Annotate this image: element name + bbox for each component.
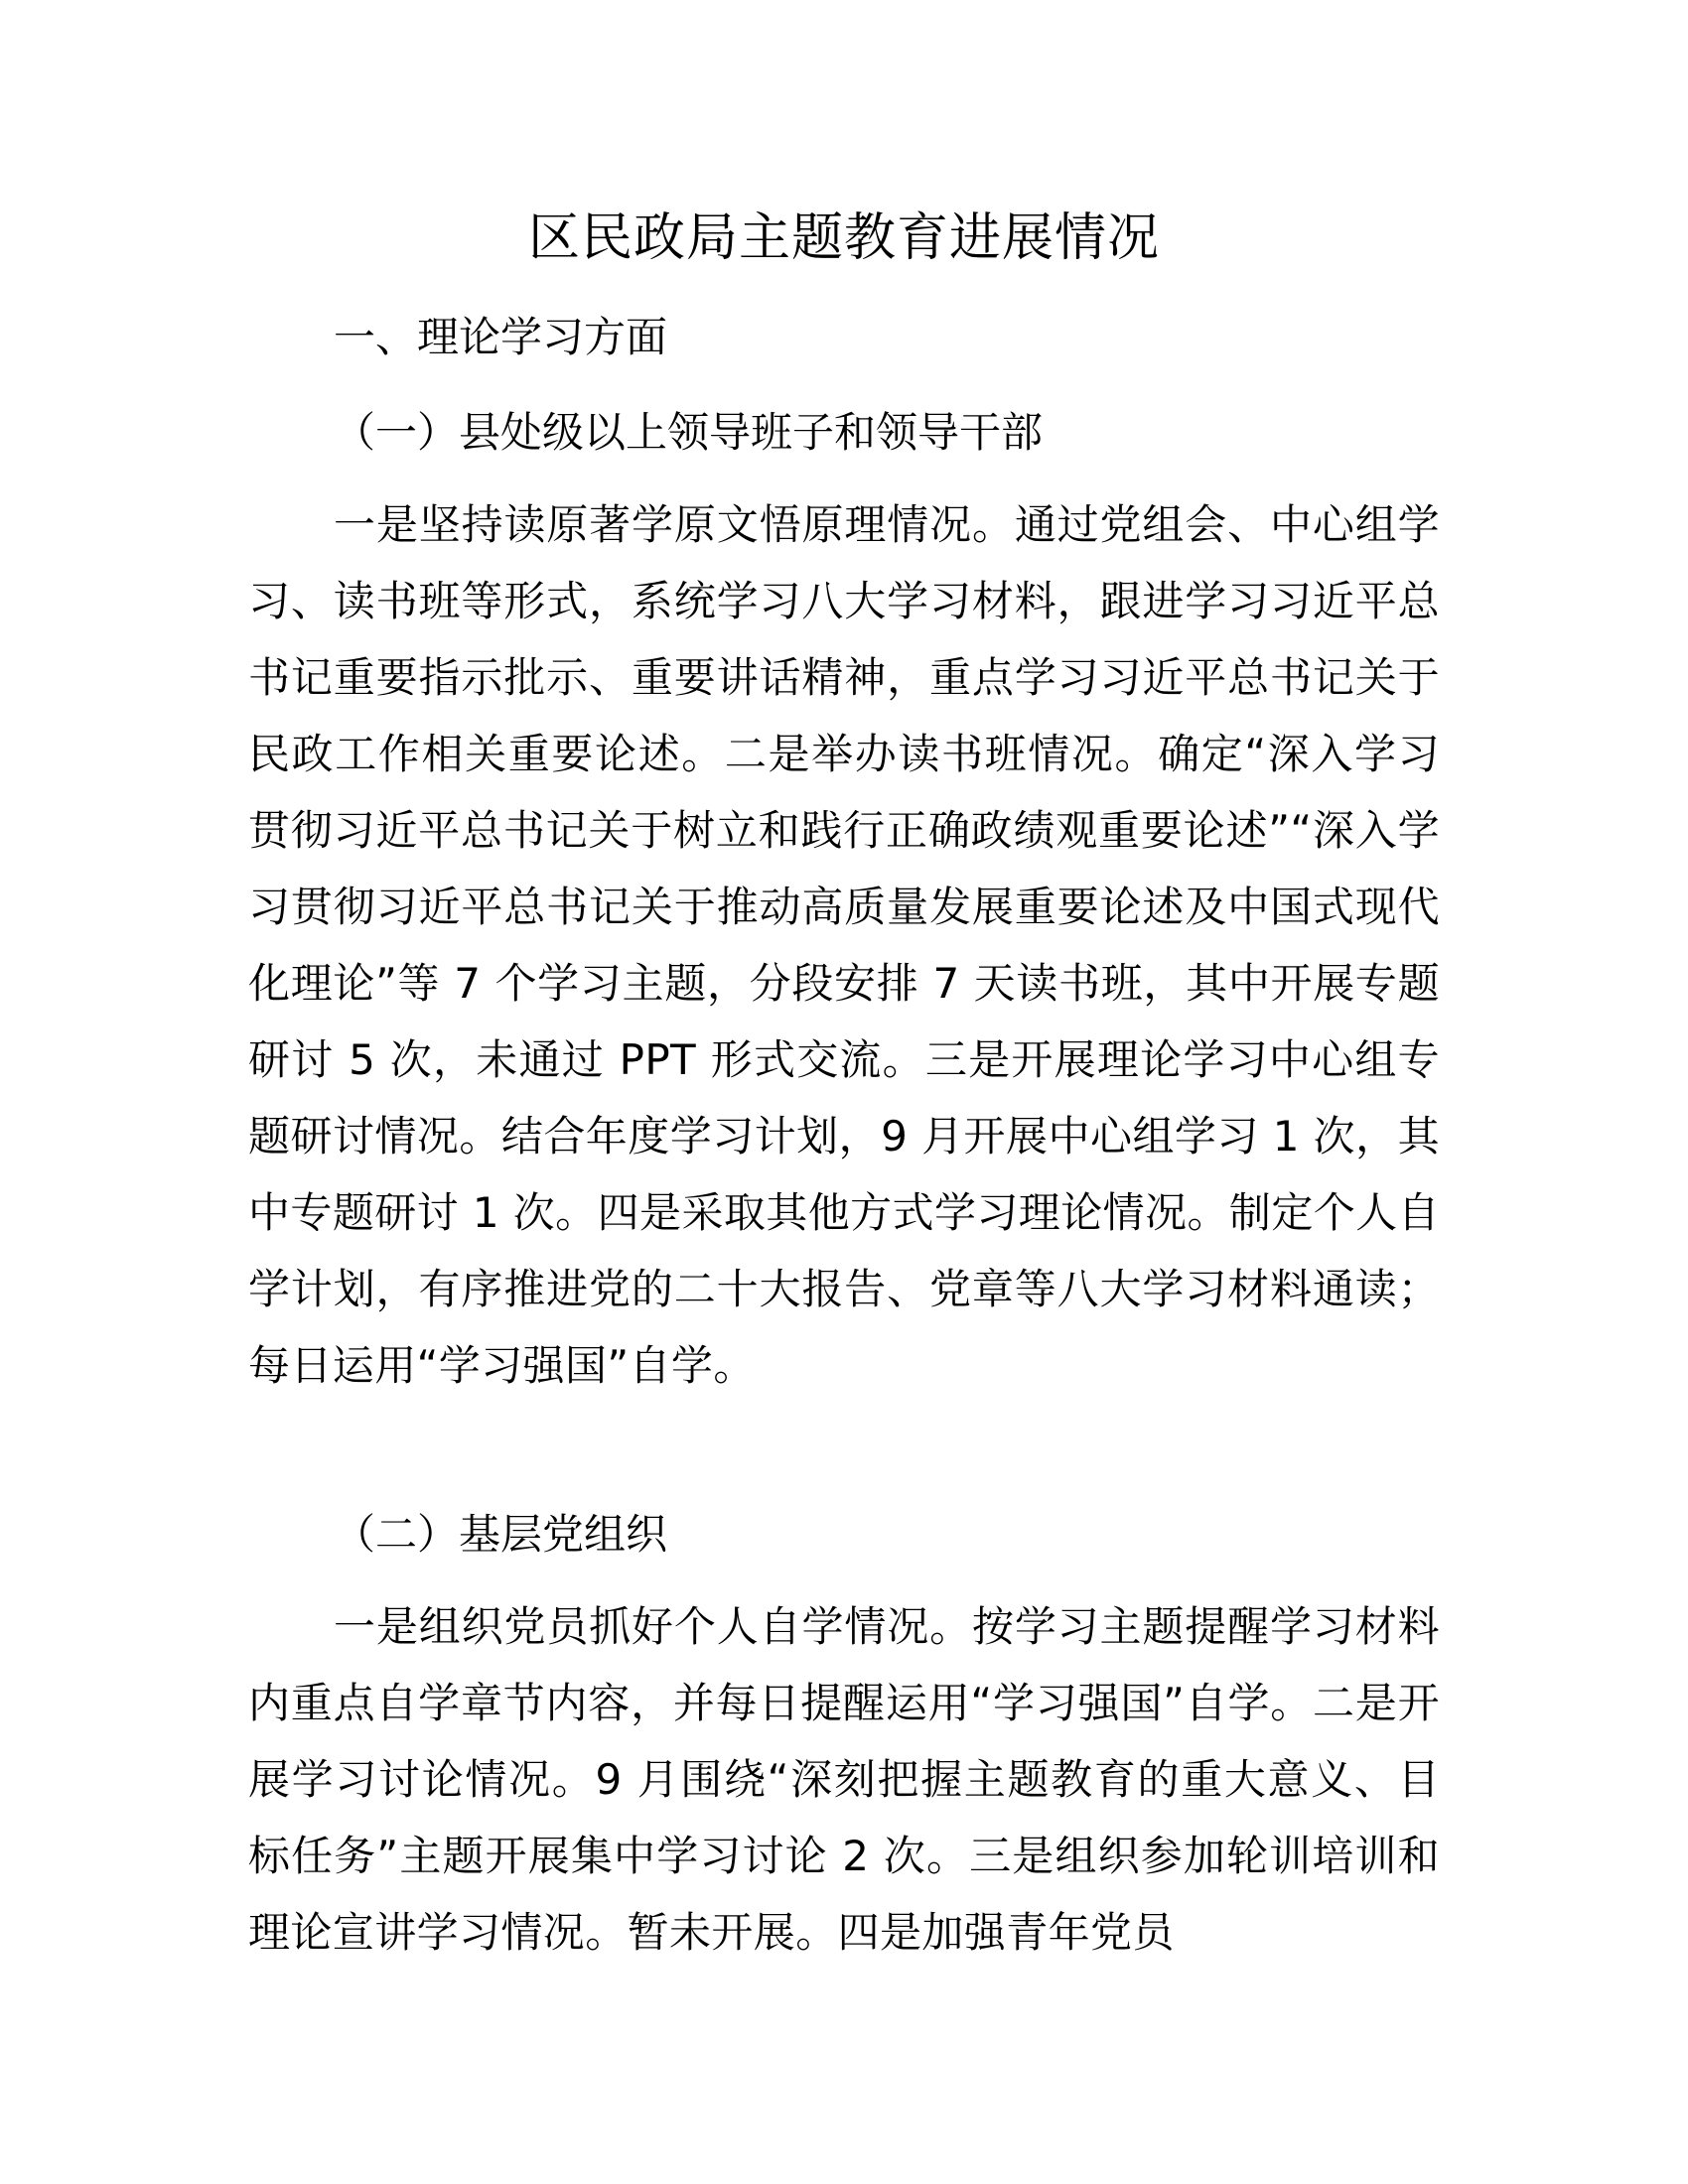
paragraph-leadership: 一是坚持读原著学原文悟原理情况。通过党组会、中心组学习、读书班等形式，系统学习八大学习材料，跟进学习习近平总书记重要指示批示、重要讲话精神，重点学习习近平总书记关于民政工作相关重要论述。二是举办读书班情况。确定“深入学习贯彻习近平总书记关于树立和践行正确政绩观重要论述”“深入学习贯彻习近平总书记关于推动高质量发展重要论述及中国式现代化理论”等 7 个学习主题，分段安排 7 天读书班，其中开展专题研讨 5 次，未通过 PPT 形式交流。三是开展理论学习中心组专题研讨情况。结合年度学习计划，9 月开展中心组学习 1 次，其中专题研讨 1 次。四是采取其他方式学习理论情况。制定个人自学计划，有序推进党的二十大报告、党章等八大学习材料通读；每日运用“学习强国”自学。 <box>248 500 1440 1390</box>
subsection-heading-grassroots: （二）基层党组织 <box>334 1510 668 1559</box>
paragraph-grassroots: 一是组织党员抓好个人自学情况。按学习主题提醒学习材料内重点自学章节内容，并每日提醒运用“学习强国”自学。二是开展学习讨论情况。9 月围绕“深刻把握主题教育的重大意义、目标任务”主题开展集中学习讨论 2 次。三是组织参加轮训培训和理论宣讲学习情况。暂未开展。四是加强青年党员 <box>248 1602 1440 1957</box>
subsection-heading-leadership: （一）县处级以上领导班子和领导干部 <box>334 408 1044 457</box>
section-heading-theory-study: 一、理论学习方面 <box>334 313 668 361</box>
document-title: 区民政局主题教育进展情况 <box>527 208 1160 268</box>
